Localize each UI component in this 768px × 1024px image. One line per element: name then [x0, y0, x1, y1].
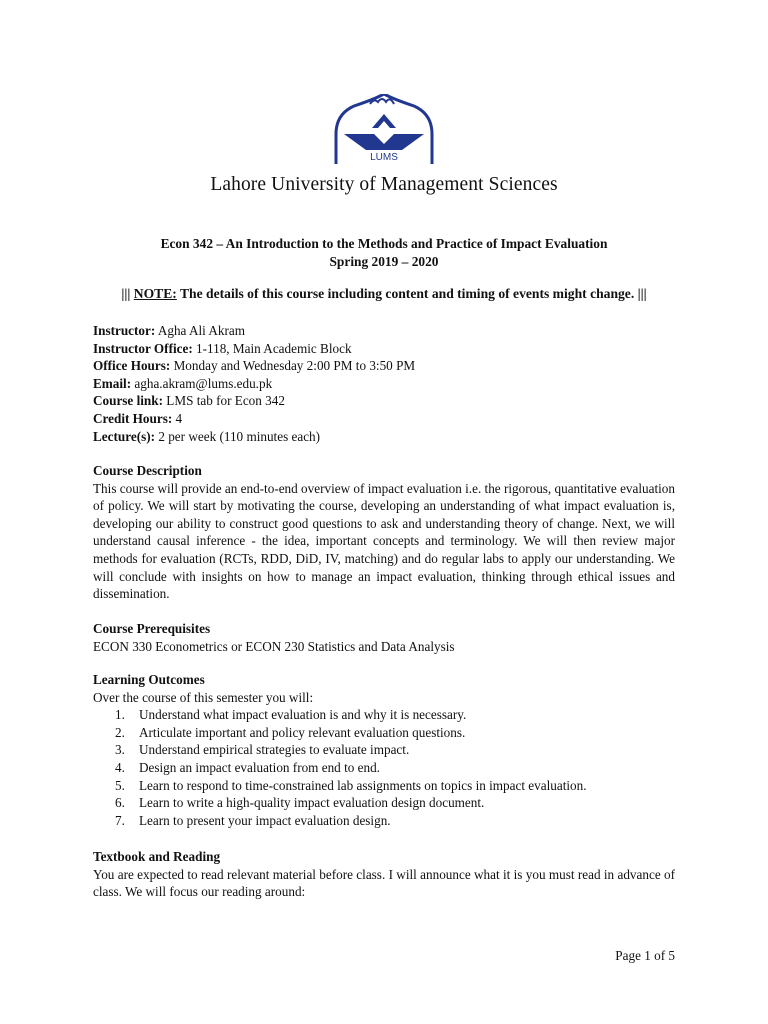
learning-outcomes: [93, 671, 675, 829]
page-number: Page 1 of 5: [615, 948, 675, 963]
section-text: Over the course of this semester you will:: [93, 689, 314, 705]
section-text: This course will provide an end-to-end overview of impact evaluation i.e. the rigorous, quantitative evaluation of policy. We will start by motivating the course, developing an understanding of what impact evaluation is, developing our ability to construct good questions to ask and understanding theory of change. Next, we will understand causal inference - the idea, important concepts and terminology. We will then review major methods for evaluation (RCTs, RDD, DiD, IV, matching) and do regular labs to apply our understanding. We will conclude with insights on how to manage an impact evaluation, thinking through ethical issues and dissemination.: [93, 480, 675, 602]
info-row: Credit Hours: 4: [93, 410, 183, 426]
list-item: 2. Articulate important and policy relevant evaluation questions.: [115, 724, 466, 740]
list-item: 4. Design an impact evaluation from end to end.: [115, 759, 380, 775]
info-row: Lecture(s): 2 per week (110 minutes each): [93, 428, 321, 444]
info-row: Instructor: Agha Ali Akram: [93, 323, 246, 338]
course-title: Econ 342 – An Introduction to the Methods and Practice of Impact Evaluation: [160, 236, 608, 251]
list-item: 5. Learn to respond to time-constrained lab assignments on topics in impact evaluation.: [115, 777, 587, 793]
university-name: Lahore University of Management Sciences: [210, 174, 558, 195]
note-label: NOTE:: [133, 286, 177, 301]
course-term: Spring 2019 – 2020: [329, 254, 439, 269]
course-info: [93, 322, 415, 445]
section-heading: Learning Outcomes: [93, 672, 205, 687]
course-header: [0, 235, 768, 271]
note-suffix: |||: [637, 286, 647, 301]
note-text: The details of this course including content and timing of events might change.: [179, 286, 635, 301]
info-row: Office Hours: Monday and Wednesday 2:00 PM to 3:50 PM: [93, 358, 416, 374]
list-item: 6. Learn to write a high-quality impact evaluation design document.: [115, 795, 485, 811]
info-row: Course link: LMS tab for Econ 342: [93, 393, 285, 409]
course-description: [93, 462, 675, 603]
outcomes-list: [93, 706, 675, 829]
lums-logo: [332, 94, 436, 166]
course-note: [0, 286, 768, 302]
section-text: ECON 330 Econometrics or ECON 230 Statistics and Data Analysis: [93, 638, 455, 654]
svg-text:LUMS: LUMS: [370, 152, 398, 163]
section-text: You are expected to read relevant material before class. I will announce what it is you must read in advance of class. We will focus our reading around:: [93, 866, 675, 900]
list-item: 3. Understand empirical strategies to evaluate impact.: [115, 742, 410, 758]
info-row: Instructor Office: 1-118, Main Academic Block: [93, 340, 352, 356]
course-prerequisites: [93, 620, 675, 655]
note-prefix: |||: [121, 286, 131, 301]
info-row: Email: agha.akram@lums.edu.pk: [93, 375, 273, 391]
email-link[interactable]: agha.akram@lums.edu.pk: [134, 375, 273, 391]
textbook-reading: [93, 848, 675, 901]
list-item: 1. Understand what impact evaluation is and why it is necessary.: [115, 707, 467, 723]
section-heading: Course Description: [93, 463, 202, 478]
list-item: 7. Learn to present your impact evaluation design.: [115, 812, 391, 828]
section-heading: Textbook and Reading: [93, 849, 221, 864]
section-heading: Course Prerequisites: [93, 621, 211, 636]
